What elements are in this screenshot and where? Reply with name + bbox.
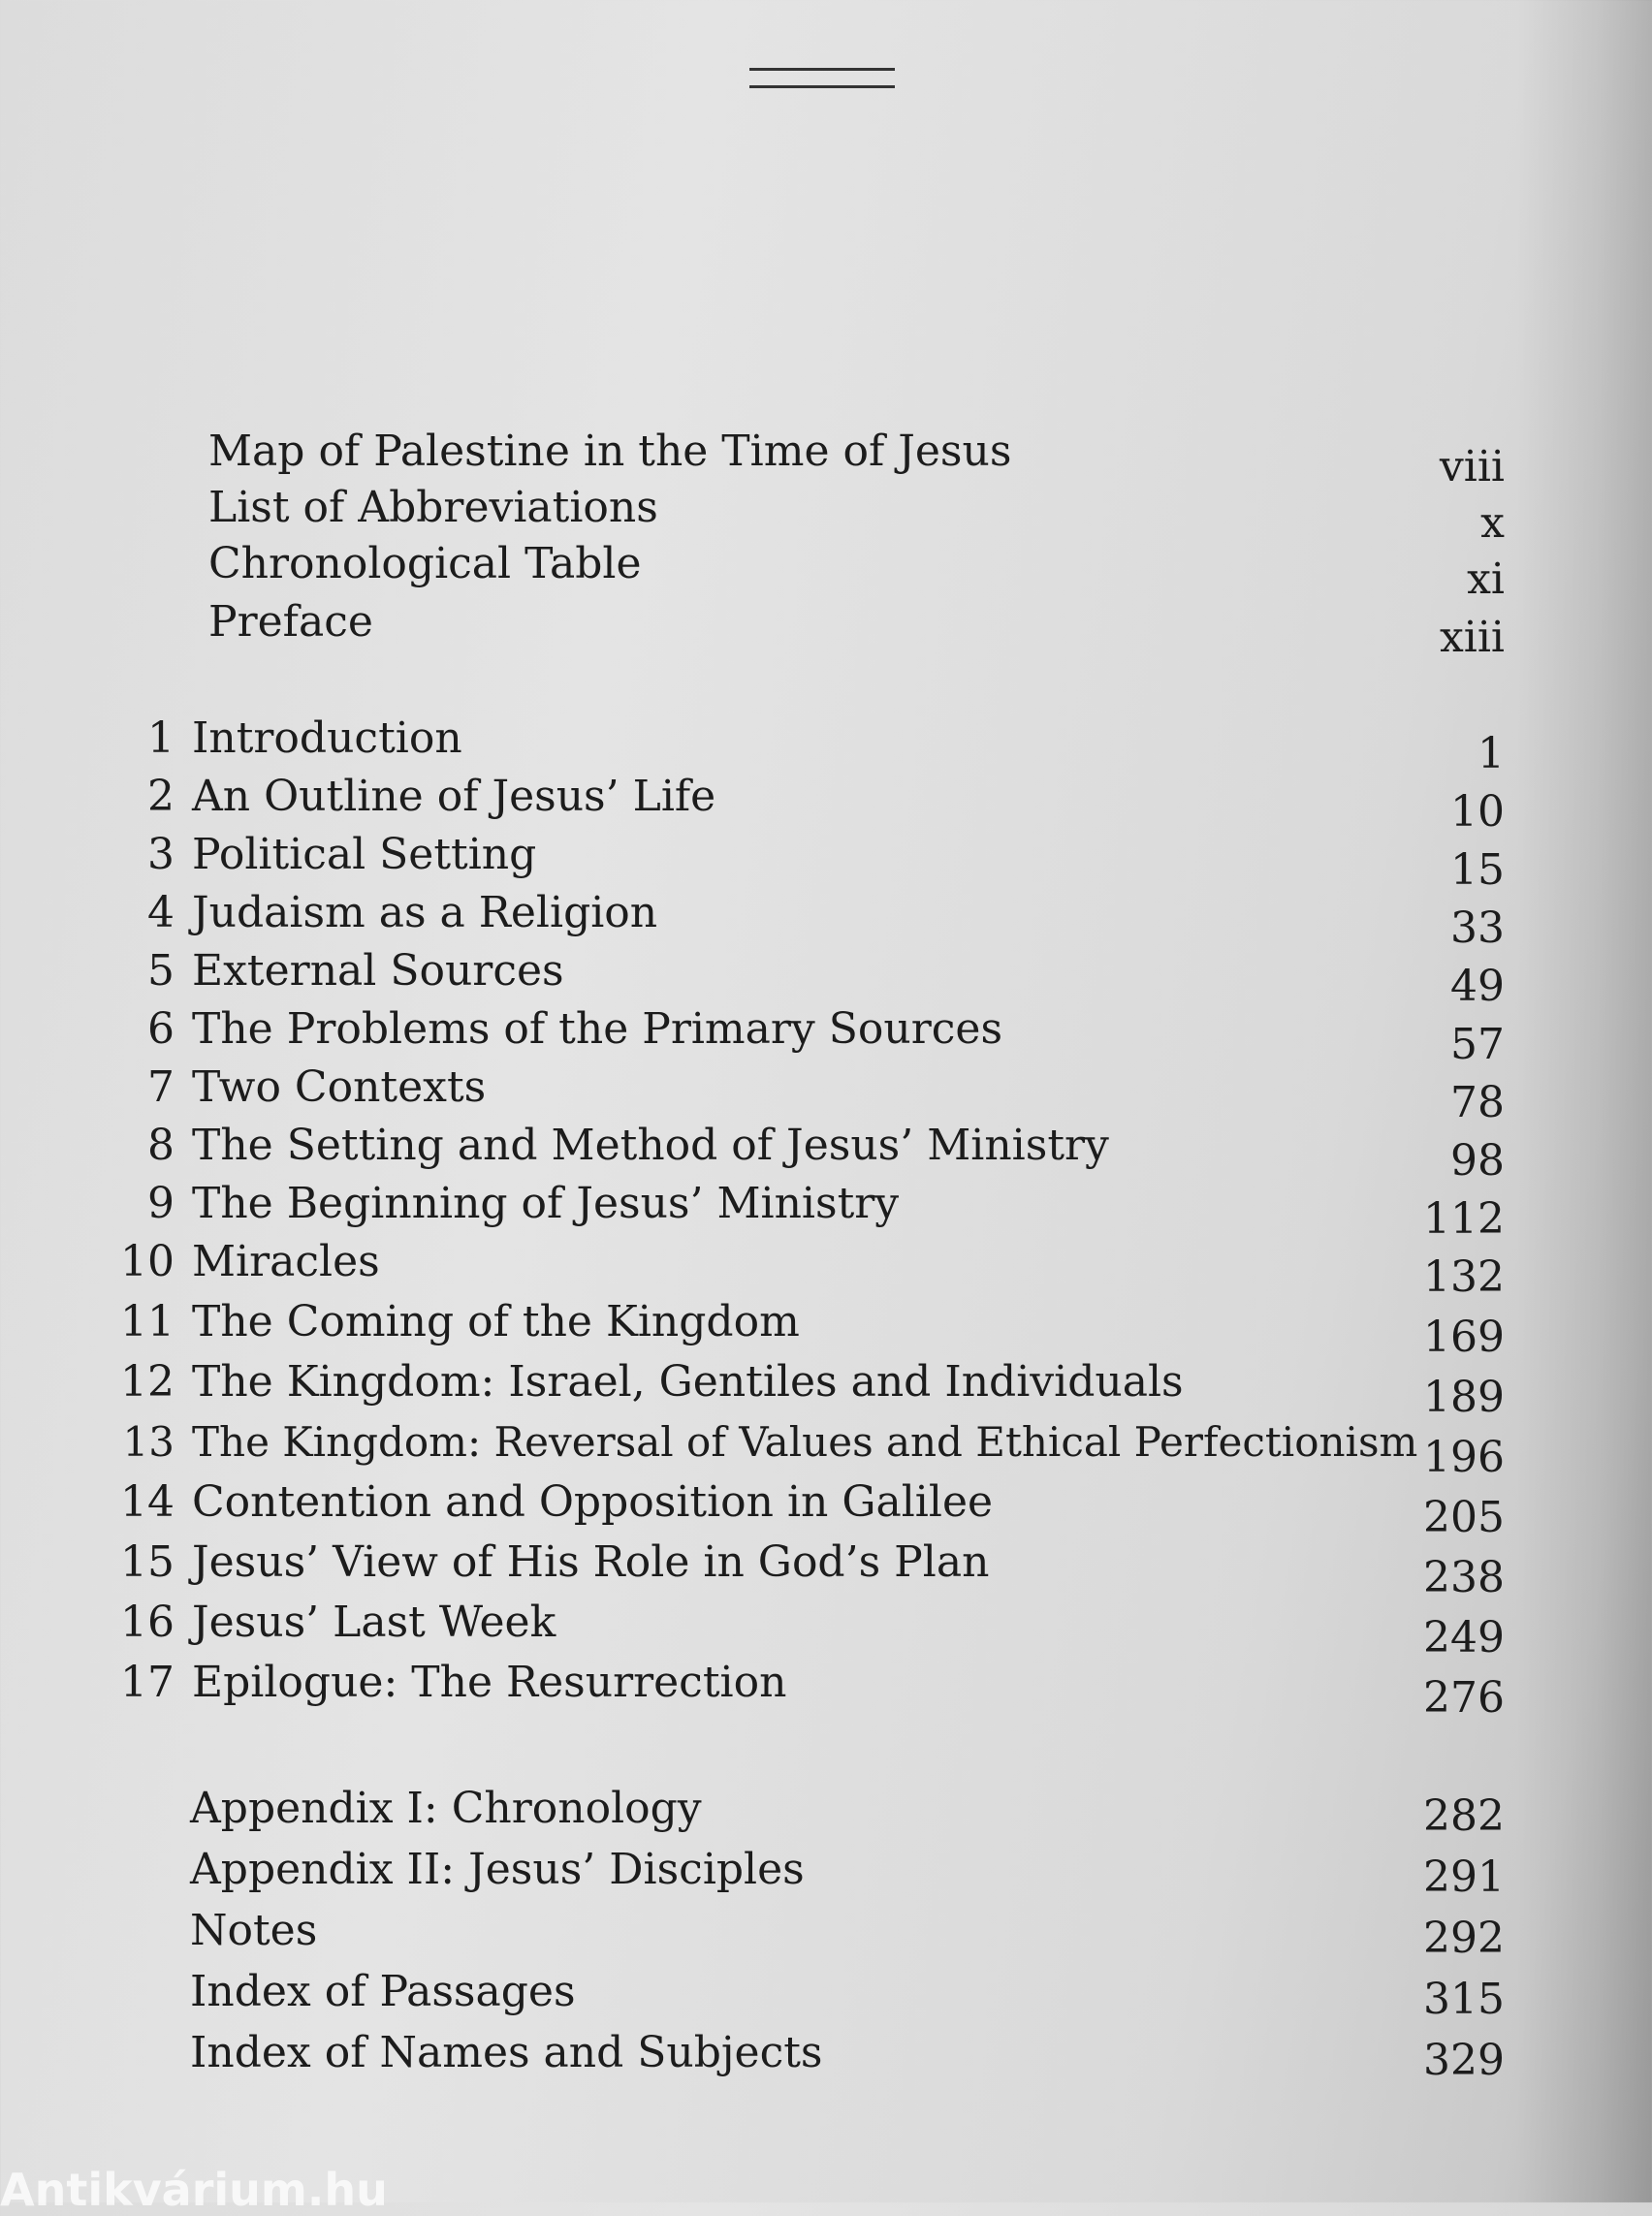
entry-title: List of Abbreviations [208,483,658,532]
decorative-rule-top [749,68,895,71]
watermark-text: Antikvárium.hu [0,2164,388,2216]
chapter-number: 11 [120,1297,175,1346]
chapter-number: 13 [122,1418,175,1466]
entry-title: Epilogue: The Resurrection [192,1658,787,1707]
chapter-number: 4 [147,888,175,937]
entry-page: 196 [1423,1433,1505,1482]
entry-title: Index of Names and Subjects [190,2028,823,2077]
page-gutter-shadow [1516,0,1652,2202]
toc-chapter-entry [0,827,1652,895]
entry-title: An Outline of Jesus’ Life [192,772,716,821]
decorative-rule-bottom [749,85,895,88]
entry-page: xi [1467,554,1505,604]
entry-page: 10 [1450,787,1505,837]
entry-page: 33 [1450,903,1505,953]
toc-back-entry [0,2025,1652,2085]
entry-page: 15 [1450,845,1505,895]
chapter-number: 17 [120,1658,175,1707]
entry-page: xiii [1439,613,1505,662]
entry-page: viii [1439,442,1505,491]
entry-title: The Kingdom: Reversal of Values and Ethical Perfectionism [192,1418,1418,1466]
toc-chapter-entry [0,1001,1652,1069]
chapter-number: 2 [147,772,175,821]
toc-chapter-entry [0,1474,1652,1542]
entry-title: Miracles [192,1237,380,1286]
entry-title: The Setting and Method of Jesus’ Ministry [192,1121,1109,1170]
entry-title: Introduction [192,713,462,763]
toc-chapter-entry [0,1655,1652,1723]
entry-page: 78 [1450,1078,1505,1127]
chapter-number: 16 [120,1598,175,1647]
toc-back-entry [0,1781,1652,1841]
toc-chapter-entry [0,1060,1652,1127]
entry-title: Judaism as a Religion [192,888,658,937]
toc-chapter-entry [0,1234,1652,1302]
entry-page: x [1480,498,1505,548]
entry-page: 291 [1423,1852,1505,1902]
entry-title: Contention and Opposition in Galilee [192,1477,994,1527]
chapter-number: 3 [147,830,175,879]
toc-chapter-entry [0,1118,1652,1186]
toc-chapter-entry [0,1354,1652,1422]
toc-front-entry [0,536,1652,604]
entry-title: Two Contexts [192,1062,487,1112]
entry-page: 205 [1423,1493,1505,1542]
toc-chapter-entry [0,1294,1652,1362]
entry-title: Appendix I: Chronology [190,1784,702,1833]
toc-chapter-entry [0,1414,1652,1482]
entry-page: 98 [1450,1136,1505,1186]
entry-title: The Beginning of Jesus’ Ministry [192,1179,900,1228]
entry-title: Jesus’ View of His Role in God’s Plan [192,1537,990,1587]
toc-chapter-entry [0,885,1652,953]
toc-front-entry [0,424,1652,491]
entry-title: Index of Passages [190,1967,576,2016]
chapter-number: 12 [120,1357,175,1407]
entry-page: 132 [1423,1252,1505,1302]
entry-title: Political Setting [192,830,537,879]
toc-chapter-entry [0,711,1652,778]
entry-page: 249 [1423,1613,1505,1662]
entry-title: Jesus’ Last Week [192,1598,556,1647]
entry-title: Map of Palestine in the Time of Jesus [208,427,1012,476]
entry-page: 329 [1423,2036,1505,2085]
entry-title: Appendix II: Jesus’ Disciples [190,1845,805,1894]
entry-title: Notes [190,1906,318,1955]
entry-title: The Problems of the Primary Sources [192,1004,1003,1054]
chapter-number: 15 [120,1537,175,1587]
chapter-number: 10 [120,1237,175,1286]
entry-title: Preface [208,597,373,647]
chapter-number: 8 [147,1121,175,1170]
toc-chapter-entry [0,1176,1652,1244]
entry-page: 238 [1423,1553,1505,1602]
toc-chapter-entry [0,769,1652,837]
entry-page: 315 [1423,1975,1505,2024]
chapter-number: 9 [147,1179,175,1228]
entry-page: 292 [1423,1914,1505,1963]
entry-title: Chronological Table [208,539,642,588]
toc-back-entry [0,1842,1652,1902]
toc-back-entry [0,1964,1652,2024]
entry-page: 112 [1423,1194,1505,1244]
entry-page: 189 [1423,1373,1505,1422]
chapter-number: 5 [147,946,175,996]
entry-title: The Coming of the Kingdom [192,1297,800,1346]
entry-title: External Sources [192,946,564,996]
toc-front-entry [0,480,1652,548]
chapter-number: 1 [147,713,175,763]
chapter-number: 6 [147,1004,175,1054]
toc-chapter-entry [0,943,1652,1011]
toc-back-entry [0,1903,1652,1963]
toc-front-entry [0,594,1652,662]
toc-chapter-entry [0,1595,1652,1662]
entry-page: 57 [1450,1020,1505,1069]
entry-page: 276 [1423,1673,1505,1723]
entry-title: The Kingdom: Israel, Gentiles and Individuals [192,1357,1184,1407]
entry-page: 282 [1423,1791,1505,1841]
entry-page: 169 [1423,1313,1505,1362]
chapter-number: 7 [147,1062,175,1112]
toc-chapter-entry [0,1535,1652,1602]
chapter-number: 14 [120,1477,175,1527]
entry-page: 1 [1477,729,1505,778]
entry-page: 49 [1450,962,1505,1011]
